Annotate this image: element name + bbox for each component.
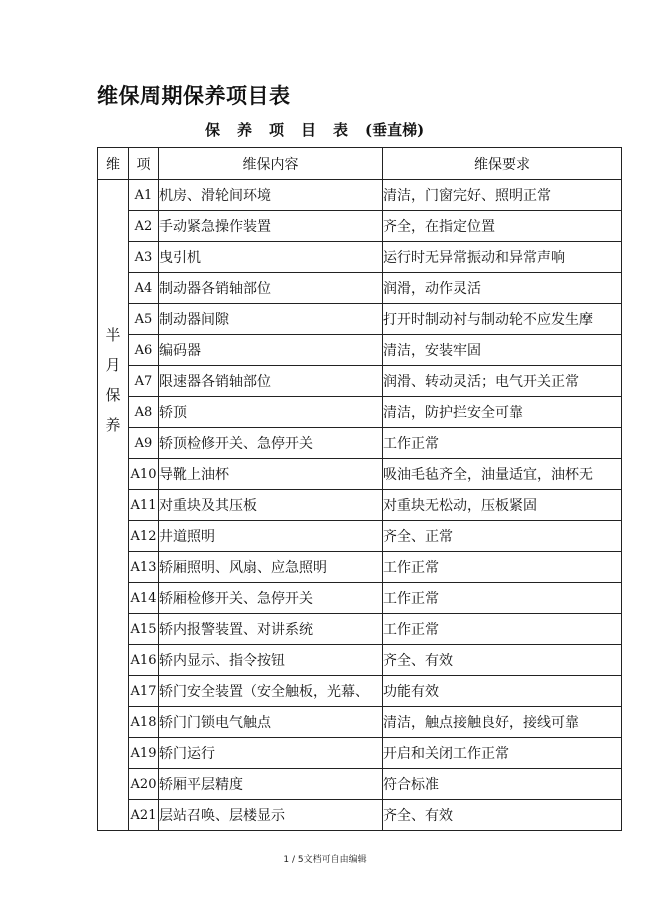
table-row	[98, 428, 622, 459]
table-row	[98, 273, 622, 304]
item-content: 轿内报警装置、对讲系统	[159, 614, 383, 645]
item-content: 轿厢平层精度	[159, 769, 383, 800]
item-code: A10	[129, 459, 159, 490]
item-requirement: 润滑、转动灵活；电气开关正常	[383, 366, 622, 397]
item-content: 制动器间隙	[159, 304, 383, 335]
item-content: 轿门安全装置（安全触板，光幕、	[159, 676, 383, 707]
item-code: A18	[129, 707, 159, 738]
category-char: 保	[105, 386, 121, 404]
item-requirement: 工作正常	[383, 428, 622, 459]
item-requirement: 齐全，在指定位置	[383, 211, 622, 242]
item-requirement: 工作正常	[383, 552, 622, 583]
item-content: 轿厢检修开关、急停开关	[159, 583, 383, 614]
item-code: A6	[129, 335, 159, 366]
item-code: A1	[129, 180, 159, 211]
subtitle-suffix: (垂直梯)	[365, 121, 425, 139]
maintenance-table	[97, 147, 622, 831]
header-item: 项	[129, 148, 159, 180]
item-code: A14	[129, 583, 159, 614]
item-content: 井道照明	[159, 521, 383, 552]
item-code: A15	[129, 614, 159, 645]
item-code: A17	[129, 676, 159, 707]
table-row	[98, 676, 622, 707]
item-requirement: 功能有效	[383, 676, 622, 707]
item-code: A8	[129, 397, 159, 428]
header-content: 维保内容	[159, 148, 383, 180]
table-row	[98, 738, 622, 769]
table-row	[98, 366, 622, 397]
item-requirement: 齐全、正常	[383, 521, 622, 552]
item-requirement: 吸油毛毡齐全，油量适宜，油杯无	[383, 459, 622, 490]
item-requirement: 运行时无异常振动和异常声响	[383, 242, 622, 273]
item-code: A19	[129, 738, 159, 769]
item-requirement: 符合标准	[383, 769, 622, 800]
item-requirement: 清洁，防护拦安全可靠	[383, 397, 622, 428]
table-row	[98, 521, 622, 552]
item-content: 制动器各销轴部位	[159, 273, 383, 304]
table-row	[98, 769, 622, 800]
item-code: A21	[129, 800, 159, 831]
item-content: 曳引机	[159, 242, 383, 273]
item-content: 导靴上油杯	[159, 459, 383, 490]
item-requirement: 工作正常	[383, 614, 622, 645]
category-cell	[98, 180, 129, 831]
table-row	[98, 211, 622, 242]
item-requirement: 对重块无松动，压板紧固	[383, 490, 622, 521]
subtitle-main: 保养项目表	[205, 121, 366, 139]
table-row	[98, 304, 622, 335]
table-subtitle	[205, 119, 424, 140]
item-content: 轿顶	[159, 397, 383, 428]
table-row	[98, 583, 622, 614]
document-title: 维保周期保养项目表	[97, 84, 291, 108]
item-content: 轿顶检修开关、急停开关	[159, 428, 383, 459]
item-code: A7	[129, 366, 159, 397]
table-row	[98, 490, 622, 521]
item-requirement: 开启和关闭工作正常	[383, 738, 622, 769]
item-requirement: 清洁，安装牢固	[383, 335, 622, 366]
item-content: 限速器各销轴部位	[159, 366, 383, 397]
item-requirement: 润滑，动作灵活	[383, 273, 622, 304]
header-requirement: 维保要求	[383, 148, 622, 180]
item-requirement: 清洁，门窗完好、照明正常	[383, 180, 622, 211]
category-char: 养	[105, 416, 121, 434]
page-footer: 1 / 5文档可自由编辑	[283, 855, 367, 865]
item-code: A3	[129, 242, 159, 273]
table-row	[98, 242, 622, 273]
item-code: A16	[129, 645, 159, 676]
table-header-row	[98, 148, 622, 180]
table-row	[98, 800, 622, 831]
item-requirement: 打开时制动衬与制动轮不应发生摩	[383, 304, 622, 335]
item-code: A12	[129, 521, 159, 552]
category-char: 半	[105, 326, 121, 344]
item-content: 机房、滑轮间环境	[159, 180, 383, 211]
item-content: 手动紧急操作装置	[159, 211, 383, 242]
table-row	[98, 335, 622, 366]
table-row	[98, 459, 622, 490]
item-code: A9	[129, 428, 159, 459]
item-code: A2	[129, 211, 159, 242]
item-requirement: 清洁，触点接触良好，接线可靠	[383, 707, 622, 738]
item-code: A5	[129, 304, 159, 335]
item-code: A11	[129, 490, 159, 521]
table-body	[98, 180, 622, 831]
table-row	[98, 180, 622, 211]
item-code: A13	[129, 552, 159, 583]
item-content: 轿门门锁电气触点	[159, 707, 383, 738]
item-code: A20	[129, 769, 159, 800]
item-requirement: 齐全、有效	[383, 800, 622, 831]
table-row	[98, 614, 622, 645]
category-char: 月	[105, 356, 121, 374]
item-content: 编码器	[159, 335, 383, 366]
table-row	[98, 645, 622, 676]
item-code: A4	[129, 273, 159, 304]
item-content: 层站召唤、层楼显示	[159, 800, 383, 831]
item-content: 对重块及其压板	[159, 490, 383, 521]
item-requirement: 齐全、有效	[383, 645, 622, 676]
header-category: 维	[98, 148, 129, 180]
item-content: 轿内显示、指令按钮	[159, 645, 383, 676]
table-row	[98, 552, 622, 583]
item-requirement: 工作正常	[383, 583, 622, 614]
item-content: 轿门运行	[159, 738, 383, 769]
table-row	[98, 397, 622, 428]
table-row	[98, 707, 622, 738]
item-content: 轿厢照明、风扇、应急照明	[159, 552, 383, 583]
